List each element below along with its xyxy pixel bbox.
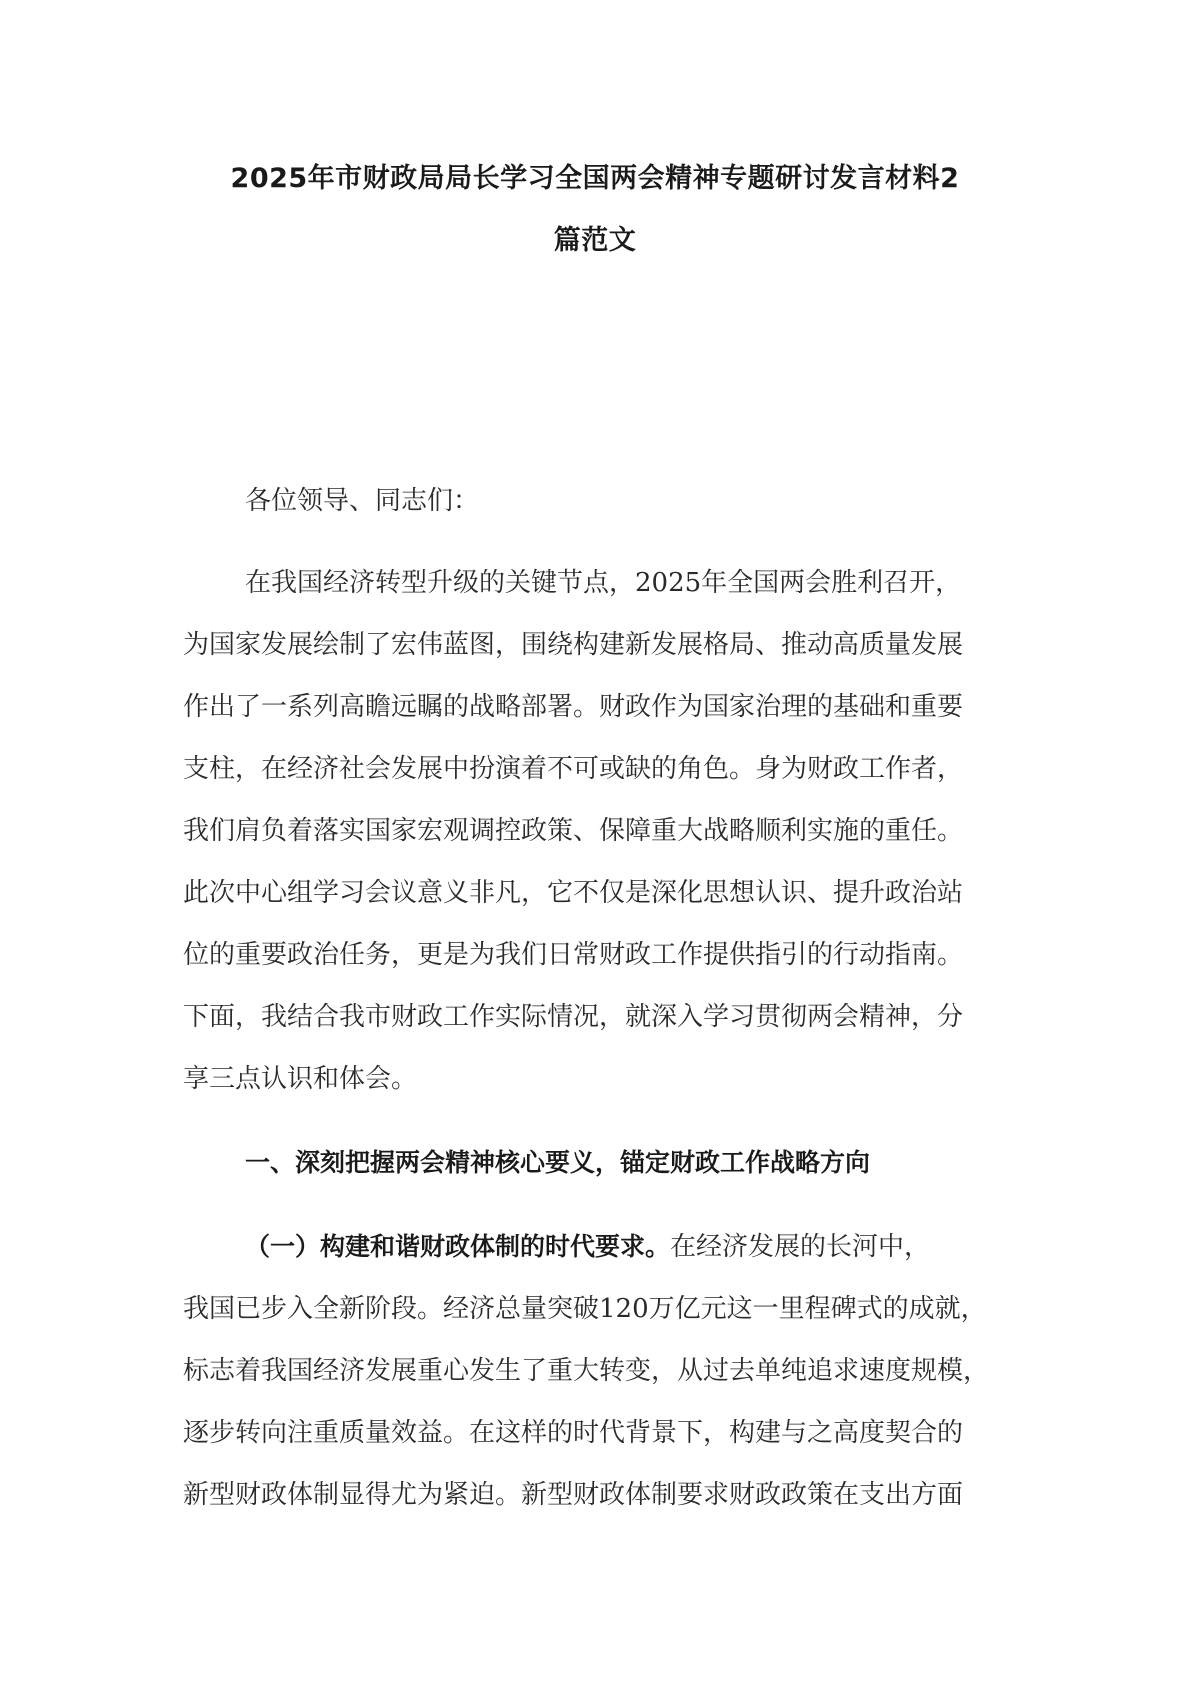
title-line-2: 篇范文 bbox=[553, 225, 637, 256]
subsection-line: 标志着我国经济发展重心发生了重大转变，从过去单纯追求速度规模， bbox=[183, 1356, 990, 1386]
document-title bbox=[175, 148, 1015, 272]
paragraph-line: 在我国经济转型升级的关键节点，2025年全国两会胜利召开， bbox=[245, 568, 962, 598]
paragraph-line: 下面，我结合我市财政工作实际情况，就深入学习贯彻两会精神，分 bbox=[183, 1002, 964, 1032]
paragraph-line: 支柱，在经济社会发展中扮演着不可或缺的角色。身为财政工作者， bbox=[183, 754, 964, 784]
paragraph-line: 我们肩负着落实国家宏观调控政策、保障重大战略顺利实施的重任。 bbox=[183, 816, 964, 846]
subsection-line: 我国已步入全新阶段。经济总量突破120万亿元这一里程碑式的成就， bbox=[183, 1294, 987, 1324]
paragraph-line: 为国家发展绘制了宏伟蓝图，围绕构建新发展格局、推动高质量发展 bbox=[183, 630, 964, 660]
document-body bbox=[183, 470, 1025, 1526]
salutation: 各位领导、同志们： bbox=[245, 486, 480, 516]
subsection-line: 逐步转向注重质量效益。在这样的时代背景下，构建与之高度契合的 bbox=[183, 1418, 964, 1448]
paragraph-intro bbox=[183, 552, 1025, 1110]
subsection-line: 在经济发展的长河中， bbox=[670, 1232, 931, 1262]
paragraph-line: 此次中心组学习会议意义非凡，它不仅是深化思想认识、提升政治站 bbox=[183, 878, 964, 908]
subsection-1 bbox=[183, 1216, 1025, 1526]
subsection-heading-1: （一）构建和谐财政体制的时代要求。 bbox=[245, 1232, 671, 1261]
section-heading-1: 一、深刻把握两会精神核心要义，锚定财政工作战略方向 bbox=[245, 1148, 871, 1177]
subsection-line: 新型财政体制显得尤为紧迫。新型财政体制要求财政政策在支出方面 bbox=[183, 1480, 964, 1510]
paragraph-line: 享三点认识和体会。 bbox=[183, 1064, 418, 1094]
title-line-1: 2025年市财政局局长学习全国两会精神专题研讨发言材料2 bbox=[230, 163, 960, 194]
subsection-first-line bbox=[183, 1216, 1025, 1278]
paragraph-line: 作出了一系列高瞻远瞩的战略部署。财政作为国家治理的基础和重要 bbox=[183, 692, 964, 722]
paragraph-line: 位的重要政治任务，更是为我们日常财政工作提供指引的行动指南。 bbox=[183, 940, 964, 970]
